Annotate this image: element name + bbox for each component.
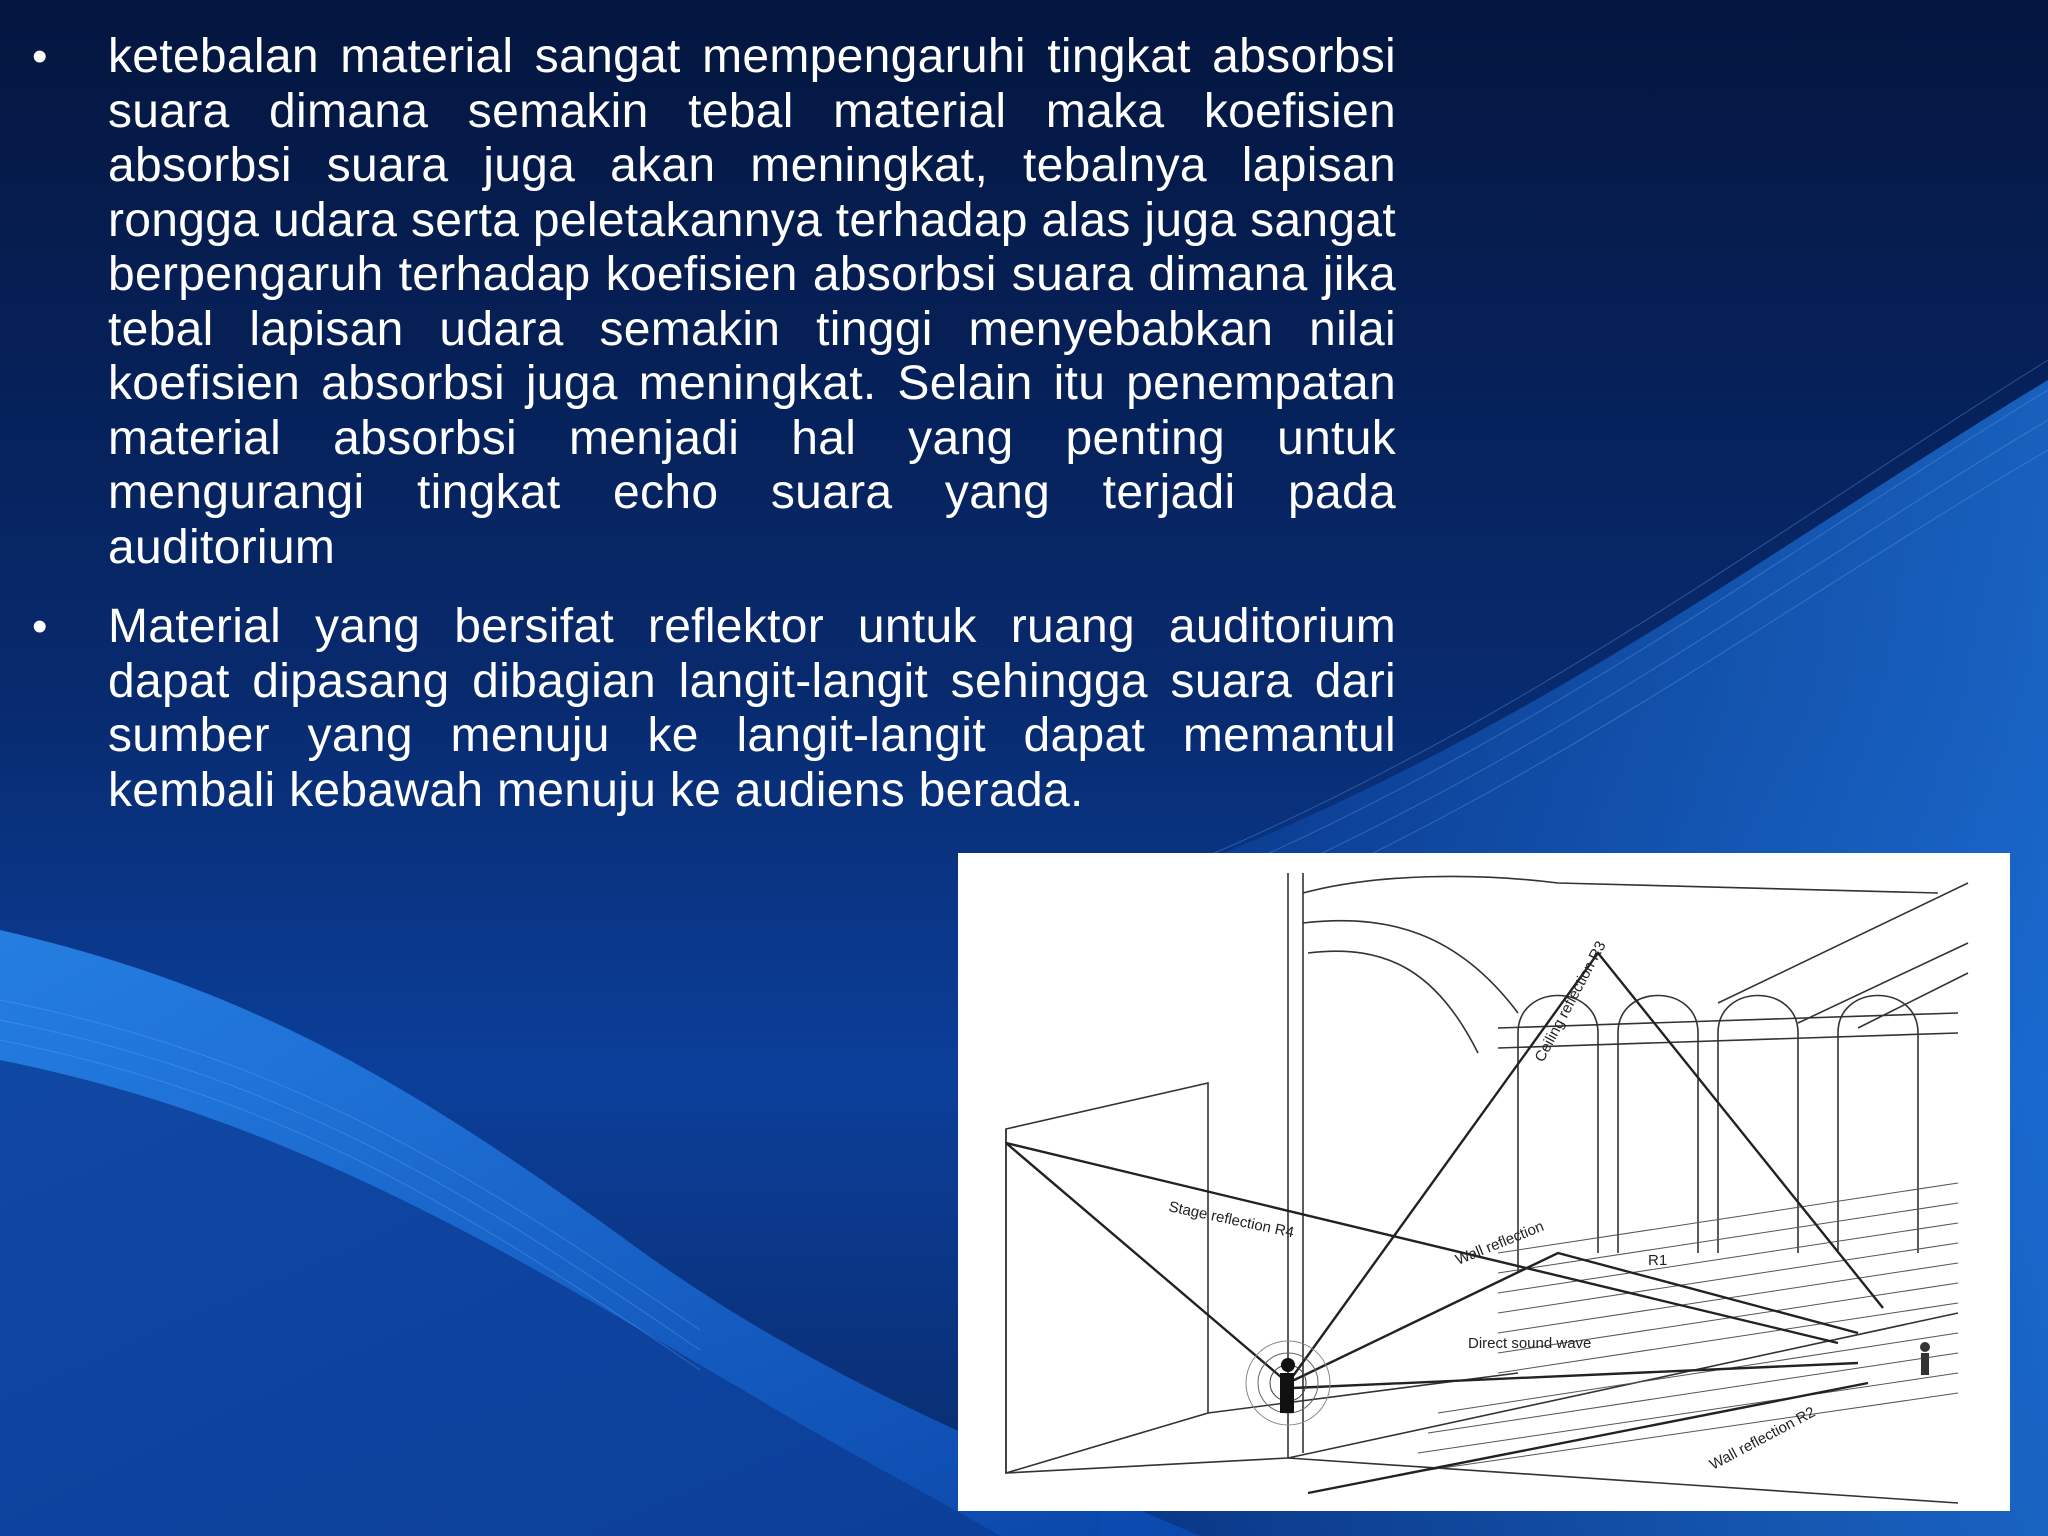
bullet-text: ketebalan material sangat mempengaruhi tingkat absorbsi suara dimana semakin tebal material maka koefisien absorbsi suara juga akan meningkat, tebalnya lapisan rongga udara serta peletakannya terhadap alas juga sangat berpengaruh terhadap koefisien absorbsi suara dimana jika tebal lapisan udara semakin tinggi menyebabkan nilai koefisien absorbsi juga meningkat. Selain itu penempatan material absorbsi menjadi hal yang penting untuk mengurangi tingkat echo suara yang terjadi pada auditorium [108, 30, 1396, 574]
slide-body [30, 30, 1396, 843]
label-wall-reflection: Wall reflection [1453, 1217, 1547, 1269]
label-ceiling-reflection: Ceiling reflection R3 [1531, 938, 1610, 1065]
stage-reflection-ray [1006, 1143, 1838, 1383]
ceiling-reflection-ray [1288, 953, 1883, 1383]
bullet-symbol: • [32, 602, 48, 651]
label-direct-sound: Direct sound wave [1468, 1335, 1592, 1352]
bullet-text: Material yang bersifat reflektor untuk ruang auditorium dapat dipasang dibagian langit-langit sehingga suara dari sumber yang menuju ke langit-langit dapat memantul kembali kebawah menuju ke audiens berada. [108, 600, 1396, 817]
auditorium-diagram [958, 853, 2010, 1511]
bullet-item [30, 600, 1396, 818]
label-stage-reflection: Stage reflection R4 [1167, 1198, 1296, 1242]
arch-3 [1718, 996, 1798, 1254]
stage-wall [1006, 1083, 1208, 1473]
label-wall-reflection-r2: Wall reflection R2 [1706, 1403, 1819, 1474]
bullet-item [30, 30, 1396, 575]
direct-sound-ray [1293, 1363, 1858, 1388]
listener [1920, 1342, 1930, 1375]
wave-lower-band [0, 1060, 1000, 1536]
wall-reflection-r2-ray [1308, 1383, 1868, 1493]
wall-reflection-ray [1288, 1253, 1858, 1383]
room-structure [1006, 873, 1968, 1503]
label-r1: R1 [1648, 1252, 1668, 1269]
seating-rows [1408, 1183, 1958, 1473]
auditorium-drawing [958, 853, 2010, 1511]
ceiling-line [1303, 876, 1938, 893]
bullet-symbol: • [32, 32, 48, 81]
arch-2 [1618, 996, 1698, 1254]
